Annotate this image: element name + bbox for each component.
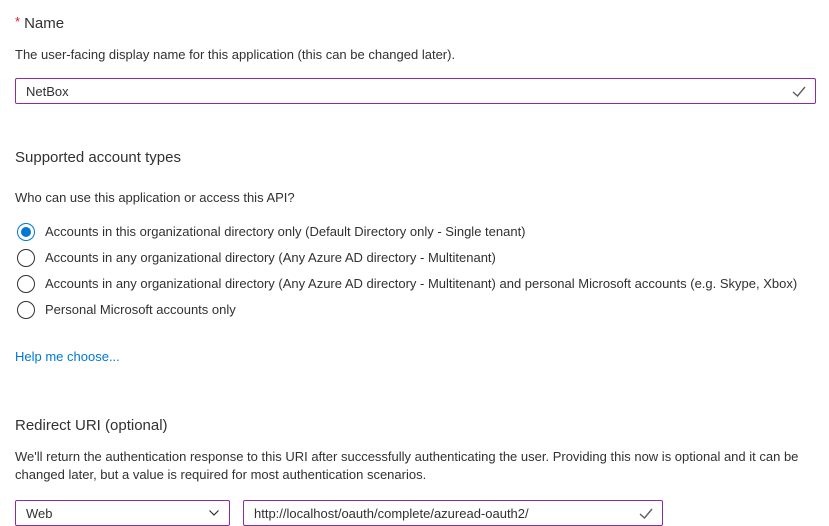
name-field-container xyxy=(15,78,816,104)
radio-button-icon[interactable] xyxy=(17,223,35,241)
account-types-radio-group xyxy=(15,219,815,323)
radio-option-multitenant[interactable] xyxy=(15,245,815,271)
redirect-uri-field-container xyxy=(243,500,663,526)
radio-button-icon[interactable] xyxy=(17,275,35,293)
required-asterisk: * xyxy=(15,14,21,29)
radio-option-personal-only[interactable] xyxy=(15,297,815,323)
radio-option-label: Accounts in any organizational directory (Any Azure AD directory - Multitenant) xyxy=(45,250,496,265)
platform-select[interactable] xyxy=(15,500,230,526)
account-types-question: Who can use this application or access this API? xyxy=(15,190,295,205)
radio-option-single-tenant[interactable] xyxy=(15,219,815,245)
name-input[interactable] xyxy=(16,79,815,103)
redirect-uri-header: Redirect URI (optional) xyxy=(15,417,168,434)
radio-button-icon[interactable] xyxy=(17,301,35,319)
help-me-choose-link[interactable]: Help me choose... xyxy=(15,349,120,364)
redirect-uri-controls xyxy=(15,500,815,526)
radio-button-icon[interactable] xyxy=(17,249,35,267)
redirect-uri-input[interactable] xyxy=(244,501,662,525)
radio-option-label: Accounts in any organizational directory (Any Azure AD directory - Multitenant) and personal Microsoft accounts (e.g. Skype, Xbox) xyxy=(45,276,798,291)
name-label: Name xyxy=(24,15,65,32)
radio-option-label: Personal Microsoft accounts only xyxy=(45,302,236,317)
account-types-header: Supported account types xyxy=(15,149,181,166)
redirect-uri-description: We'll return the authentication response to this URI after successfully authenticating the user. Providing this now is optional and it can be changed later, but a value is required for most authentication scenarios. xyxy=(15,449,799,482)
radio-option-multitenant-personal[interactable] xyxy=(15,271,815,297)
name-section-header xyxy=(15,12,815,34)
name-description: The user-facing display name for this application (this can be changed later). xyxy=(15,47,456,62)
radio-option-label: Accounts in this organizational directory only (Default Directory only - Single tenant) xyxy=(45,224,526,239)
chevron-down-icon xyxy=(208,507,220,519)
platform-select-value: Web xyxy=(26,505,53,521)
